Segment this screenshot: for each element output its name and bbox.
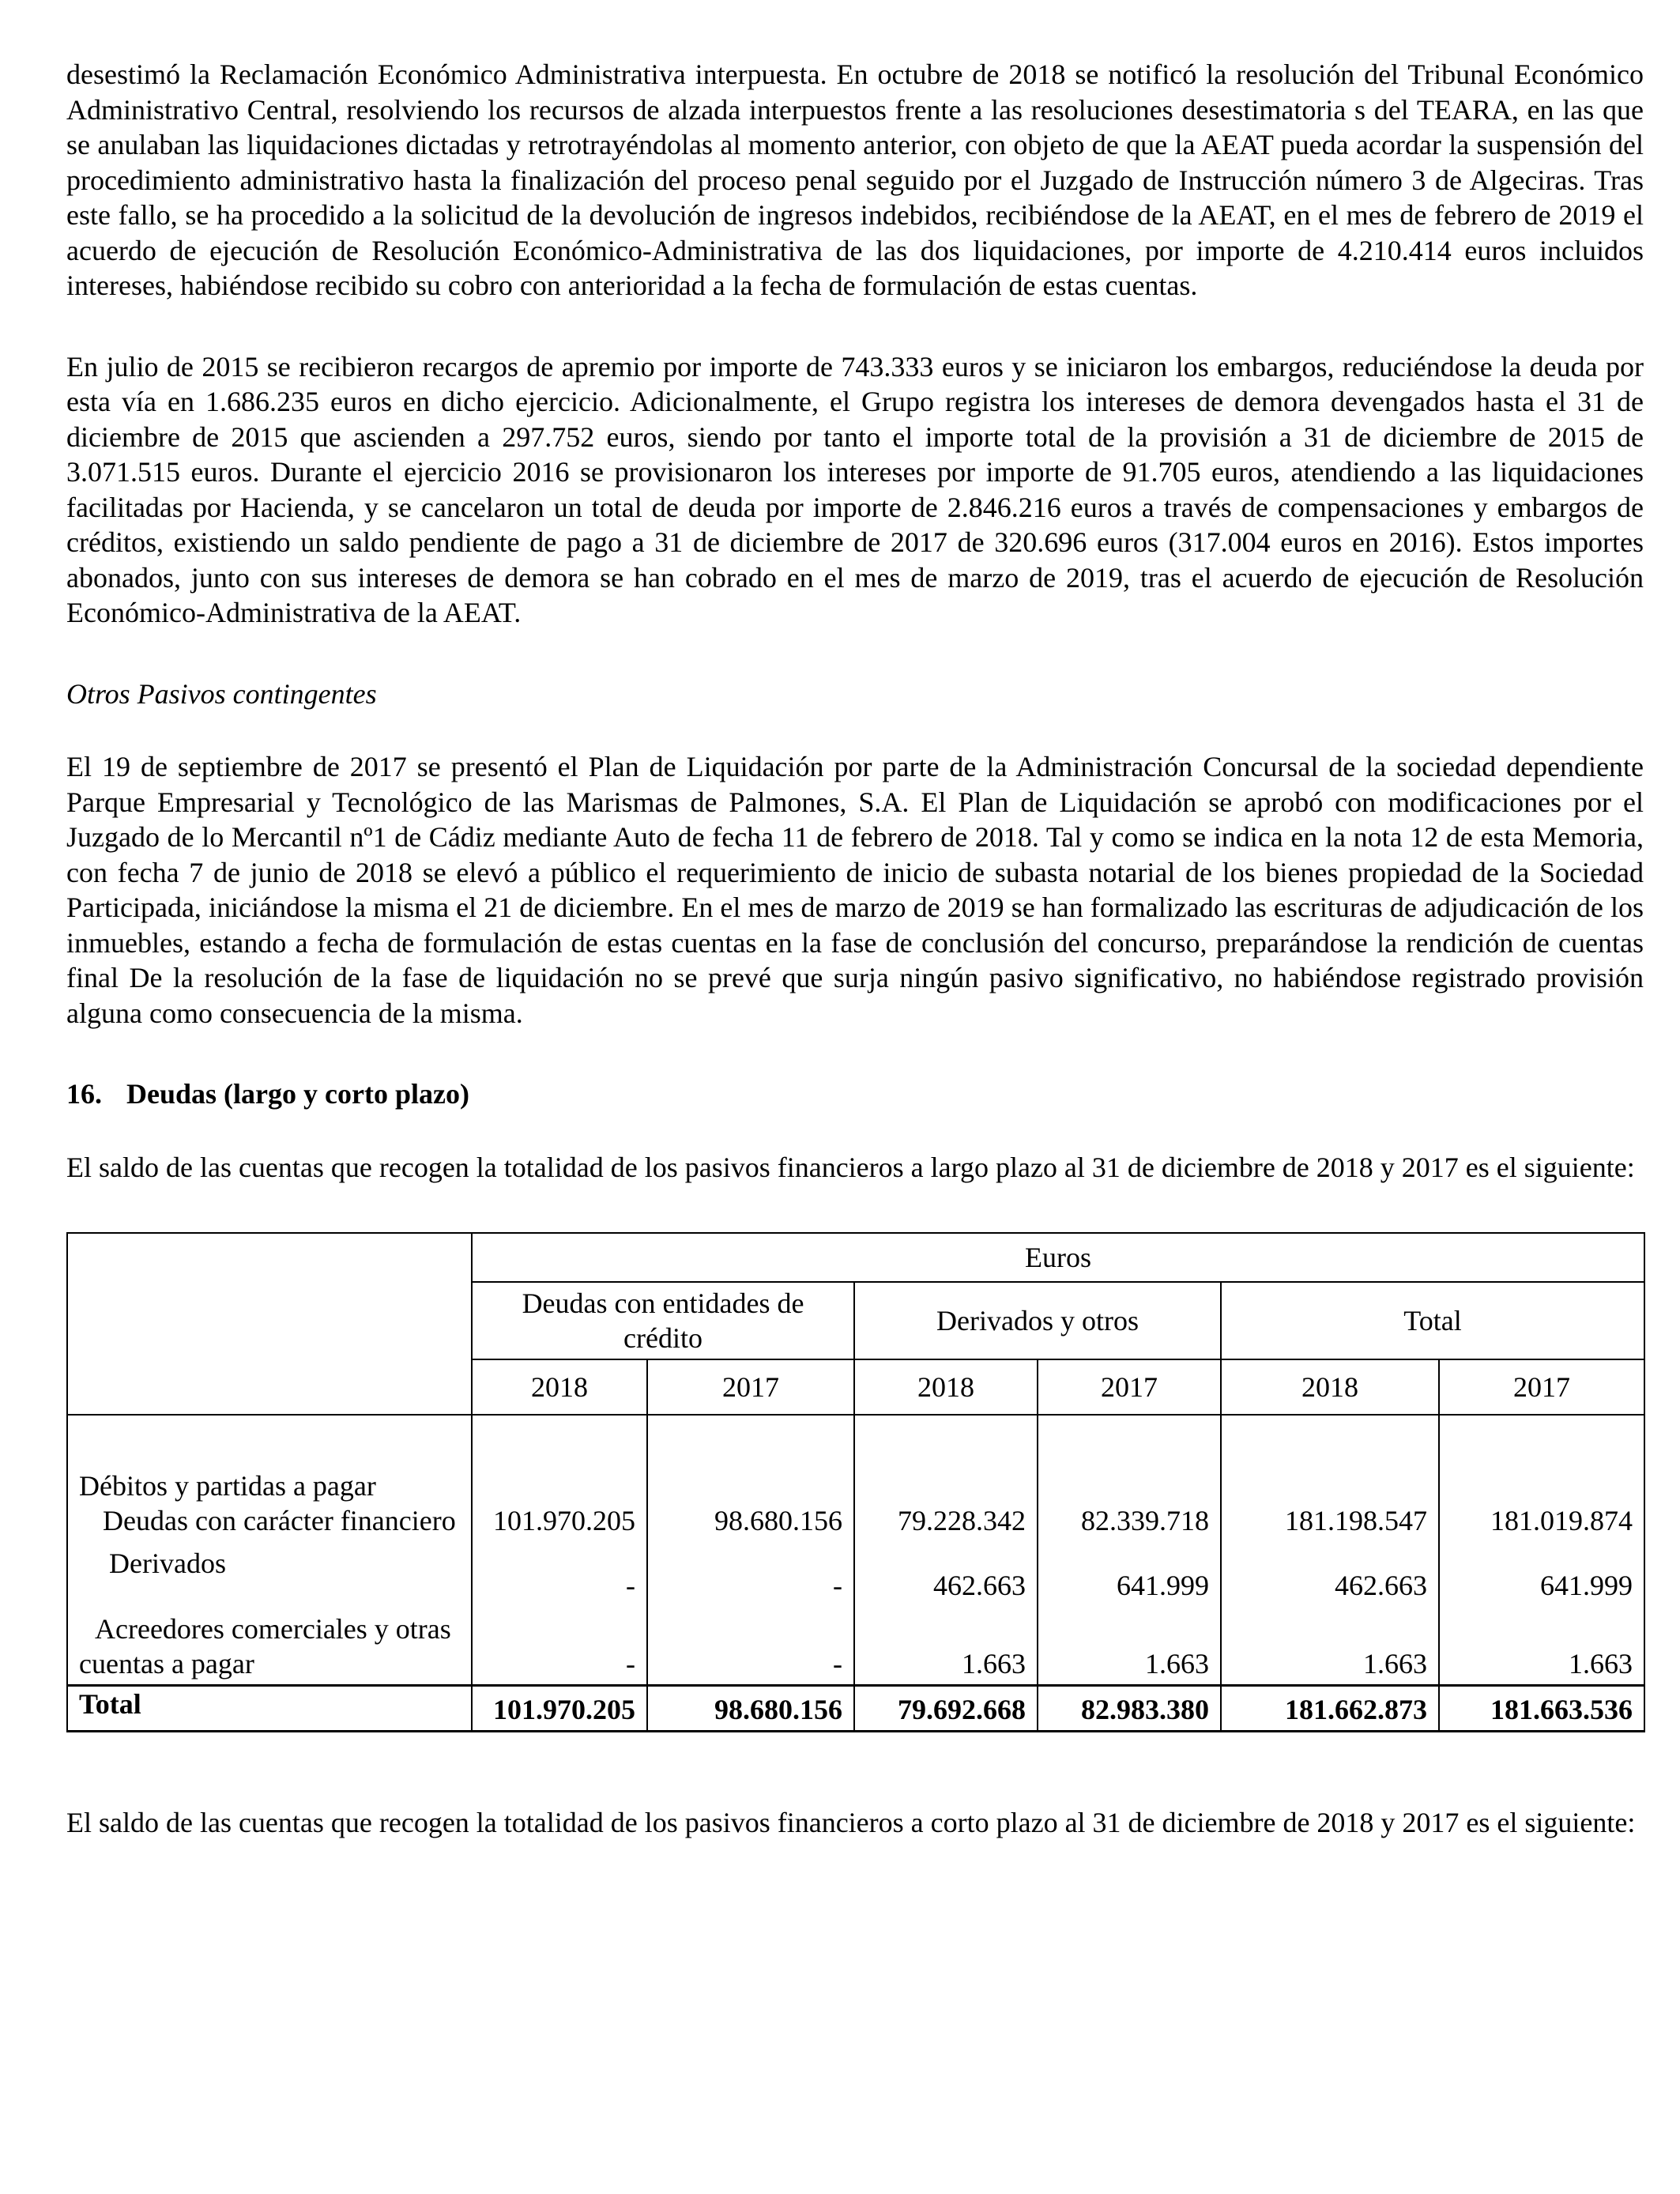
total-cell: 181.663.536: [1439, 1685, 1644, 1731]
table-cell: 641.999: [1439, 1541, 1644, 1606]
table-year-header: 2017: [1439, 1359, 1644, 1415]
total-cell: 101.970.205: [472, 1685, 647, 1731]
subheading-otros-pasivos: Otros Pasivos contingentes: [66, 677, 377, 710]
debts-table: [66, 1232, 1645, 1732]
paragraph-corto-plazo-intro: El saldo de las cuentas que recogen la totalidad de los pasivos financieros a corto plazo al 31 de diciembre de 2018 y 2017 es el siguiente:: [66, 1806, 1636, 1838]
table-row: [67, 1415, 1644, 1541]
table-cell: 101.970.205: [472, 1415, 647, 1541]
table-cell: 181.019.874: [1439, 1415, 1644, 1541]
table-cell: -: [472, 1541, 647, 1606]
total-cell: 79.692.668: [854, 1685, 1038, 1731]
table-total-row: [67, 1685, 1644, 1731]
table-header-euros: Euros: [472, 1233, 1644, 1282]
paragraph-reclamacion: desestimó la Reclamación Económico Administrativa interpuesta. En octubre de 2018 se notificó la resolución del Tribunal Económico Administrativo Central, resolviendo los recursos de alzada interpuestos frente a las resoluciones desestimatoria s del TEARA, en las que se anulaban las liquidaciones dictadas y retrotrayéndolas al momento anterior, con objeto de que la AEAT pueda acordar la suspensión del procedimiento administrativo hasta la finalización del proceso penal seguido por el Juzgado de Instrucción número 3 de Algeciras. Tras este fallo, se ha procedido a la solicitud de la devolución de ingresos indebidos, recibiéndose de la AEAT, en el mes de febrero de 2019 el acuerdo de ejecución de Resolución Económico-Administrativa de las dos liquidaciones, por importe de 4.210.414 euros incluidos intereses, habiéndose recibido su cobro con anterioridad a la fecha de formulación de estas cuentas.: [66, 58, 1644, 301]
table-row: [67, 1541, 1644, 1606]
table-cell: -: [647, 1606, 854, 1685]
table-row: [67, 1606, 1644, 1685]
paragraph-largo-plazo-intro: El saldo de las cuentas que recogen la totalidad de los pasivos financieros a largo plazo al 31 de diciembre de 2018 y 2017 es el siguiente:: [66, 1151, 1635, 1183]
total-cell: 82.983.380: [1038, 1685, 1221, 1731]
table-cell: 462.663: [854, 1541, 1038, 1606]
document-page: [66, 57, 1644, 1840]
row-label: Derivados: [67, 1541, 472, 1606]
table-cell: 1.663: [1221, 1606, 1439, 1685]
table-cell: 1.663: [854, 1606, 1038, 1685]
table-year-header: 2017: [647, 1359, 854, 1415]
table-corner-cell: [67, 1233, 472, 1415]
table-cell: -: [647, 1541, 854, 1606]
table-group-total: Total: [1221, 1282, 1644, 1359]
table-cell: 641.999: [1038, 1541, 1221, 1606]
section-heading: [66, 1076, 1644, 1112]
row-label-text: Deudas con carácter financiero: [103, 1505, 456, 1536]
paragraph-plan-liquidacion: El 19 de septiembre de 2017 se presentó el Plan de Liquidación por parte de la Administración Concursal de la sociedad dependiente Parque Empresarial y Tecnológico de las Marismas de Palmones, S.A. El Plan de Liquidación se aprobó con modificaciones por el Juzgado de lo Mercantil nº1 de Cádiz mediante Auto de fecha 11 de febrero de 2018. Tal y como se indica en la nota 12 de esta Memoria, con fecha 7 de junio de 2018 se elevó a público el requerimiento de inicio de subasta notarial de los bienes propiedad de la Sociedad Participada, iniciándose la misma el 21 de diciembre. En el mes de marzo de 2019 se han formalizado las escrituras de adjudicación de los inmuebles, estando a fecha de formulación de estas cuentas en la fase de conclusión del concurso, preparándose la rendición de cuentas final De la resolución de la fase de liquidación no se prevé que surja ningún pasivo significativo, no habiéndose registrado provisión alguna como consecuencia de la misma.: [66, 751, 1644, 1029]
table-year-header: 2017: [1038, 1359, 1221, 1415]
table-cell: 462.663: [1221, 1541, 1439, 1606]
paragraph-recargos-apremio: En julio de 2015 se recibieron recargos de apremio por importe de 743.333 euros y se iniciaron los embargos, reduciéndose la deuda por esta vía en 1.686.235 euros en dicho ejercicio. Adicionalmente, el Grupo registra los intereses de demora devengados hasta el 31 de diciembre de 2015 que ascienden a 297.752 euros, siendo por tanto el importe total de la provisión a 31 de diciembre de 2015 de 3.071.515 euros. Durante el ejercicio 2016 se provisionaron los intereses por importe de 91.705 euros, atendiendo a las liquidaciones facilitadas por Hacienda, y se cancelaron un total de deuda por importe de 2.846.216 euros a través de compensaciones y embargos de créditos, existiendo un saldo pendiente de pago a 31 de diciembre de 2017 de 320.696 euros (317.004 euros en 2016). Estos importes abonados, junto con sus intereses de demora se han cobrado en el mes de marzo de 2019, tras el acuerdo de ejecución de Resolución Económico-Administrativa de la AEAT.: [66, 350, 1644, 628]
total-label: Total: [67, 1685, 472, 1731]
table-cell: 181.198.547: [1221, 1415, 1439, 1541]
table-cell: 98.680.156: [647, 1415, 854, 1541]
row-label: Acreedores comerciales y otras cuentas a pagar: [67, 1606, 472, 1685]
total-cell: 181.662.873: [1221, 1685, 1439, 1731]
table-year-header: 2018: [854, 1359, 1038, 1415]
table-cell: 1.663: [1439, 1606, 1644, 1685]
table-cell: 79.228.342: [854, 1415, 1038, 1541]
table-year-header: 2018: [472, 1359, 647, 1415]
table-group-derivados: Derivados y otros: [854, 1282, 1221, 1359]
table-cell: 82.339.718: [1038, 1415, 1221, 1541]
section-number: 16.: [66, 1078, 102, 1110]
table-group-entidades: Deudas con entidades de crédito: [472, 1282, 854, 1359]
table-year-header: 2018: [1221, 1359, 1439, 1415]
table-cell: -: [472, 1606, 647, 1685]
row-label: [67, 1415, 472, 1541]
table-cell: 1.663: [1038, 1606, 1221, 1685]
total-cell: 98.680.156: [647, 1685, 854, 1731]
section-title: Deudas (largo y corto plazo): [126, 1078, 469, 1110]
row-section-label: Débitos y partidas a pagar: [79, 1470, 376, 1502]
